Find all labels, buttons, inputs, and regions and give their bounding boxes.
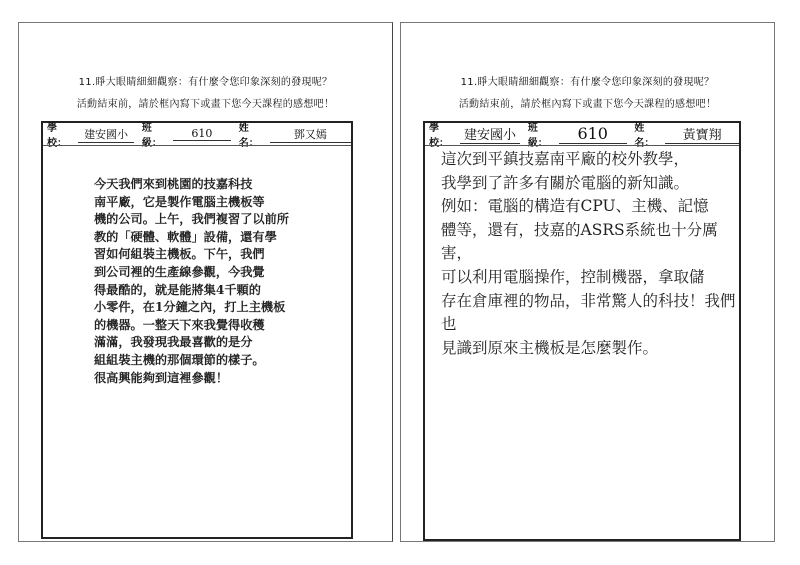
instruction-text: 活動結束前，請於框內寫下或畫下您今天課程的感想吧！ [76,99,335,110]
question-text: 11.睜大眼睛細細觀察：有什麼令您印象深刻的發現呢？ [460,77,715,88]
class-label: 班級： [141,123,162,149]
class-value: 610 [559,124,627,144]
divider [425,145,739,146]
school-label: 學校： [47,123,67,149]
school-value: 建安國小 [460,124,520,144]
handwritten-essay-left: 今天我們來到桃園的技嘉科技 南平廠，它是製作電腦主機板等 機的公司。上午，我們複習了以前所 教的「硬體、軟體」設備，還有學 習如何組裝主機板。下午，我們 到公司裡的生產線參觀，今我覺 得最酷的，就是能將集4千顆的 小零件，在1分鐘之內，打上主機板 的機器。一整天下來我覺得收穫 滿滿，我發現我最喜歡的是分 組組裝主機的那個環節的樣子。 很高興能夠到這裡參觀！ [94,177,289,385]
school-value: 建安國小 [78,126,134,143]
name-value: 鄧又嫣 [270,126,351,143]
question-text: 11.睜大眼睛細細觀察：有什麼令您印象深刻的發現呢？ [78,77,333,88]
student-info-row [43,123,351,149]
class-label: 班級： [527,123,548,149]
name-label: 姓名： [634,123,655,149]
class-value: 610 [173,127,231,141]
name-label: 姓名： [238,123,259,149]
instruction-text: 活動結束前，請於框內寫下或畫下您今天課程的感想吧！ [458,99,717,110]
student-info-row [425,123,739,149]
handwritten-essay-right: 這次到平鎮技嘉南平廠的校外教學， 我學到了許多有關於電腦的新知識。 例如：電腦的構造有CPU、主機、記憶 體等，還有，技嘉的ASRS系統也十分厲害， 可以利用電腦操作，控制機器，拿取儲 存在倉庫裡的物品，非常驚人的科技！我們也 見識到原來主機板是怎麼製作。 [441,150,736,357]
name-value: 黃寶翔 [665,124,739,144]
divider [43,145,351,146]
school-label: 學校： [429,123,449,149]
